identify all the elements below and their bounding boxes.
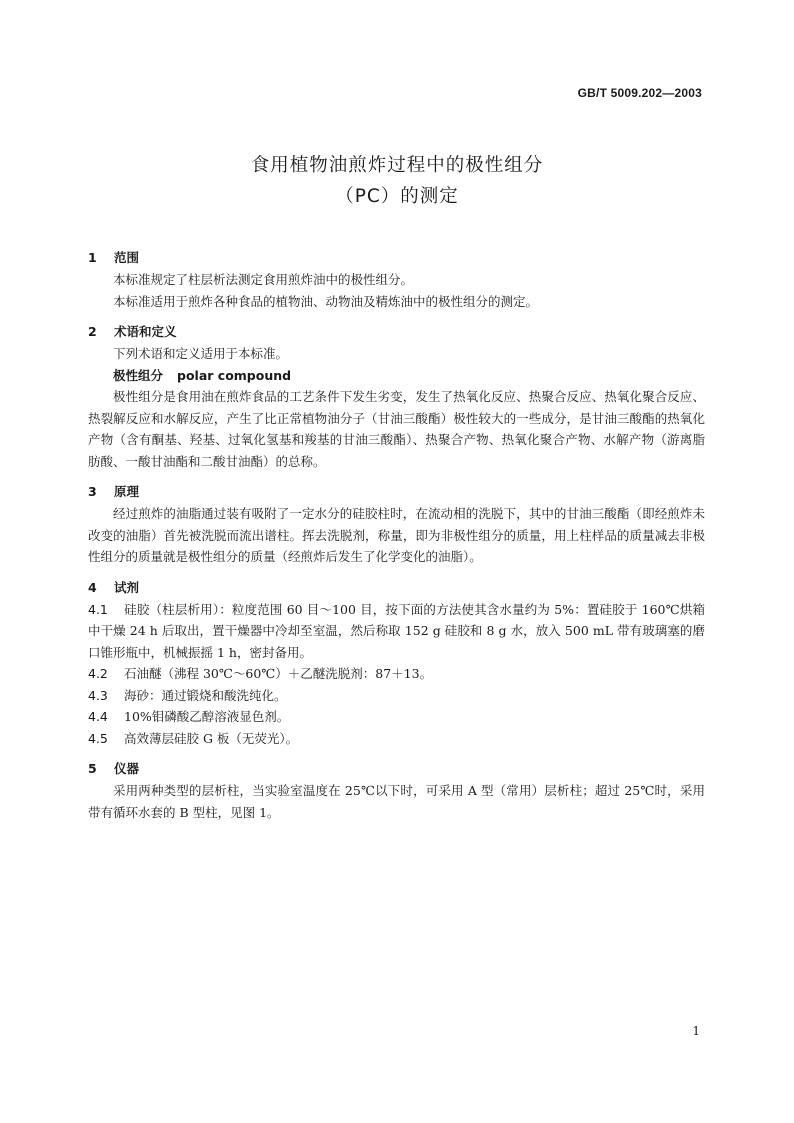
list-item: [88, 728, 705, 750]
section-heading-principle: [88, 481, 705, 503]
item-number: 4.5: [88, 730, 108, 746]
item-text: 海砂：通过锻烧和酸洗纯化。: [124, 687, 287, 703]
paragraph: 经过煎炸的油脂通过装有吸附了一定水分的硅胶柱时，在流动相的洗脱下，其中的甘油三酸酯（即经煎炸未改变的油脂）首先被洗脱而流出谱柱。挥去洗脱剂，称量，即为非极性组分的质量，用上柱样品的质量减去非极性组分的质量就是极性组分的质量（经煎炸后发生了化学变化的油脂）。: [88, 506, 705, 564]
term-entry: [88, 365, 705, 387]
section-title: 范围: [114, 250, 140, 265]
list-item: [88, 663, 705, 685]
section-heading-reagents: [88, 577, 705, 599]
list-item: [88, 706, 705, 728]
item-text: 10%钼磷酸乙醇溶液显色剂。: [124, 709, 290, 724]
document-title-line2: （PC）的测定: [335, 186, 459, 207]
item-text: 石油醚（沸程 30℃～60℃）＋乙醚洗脱剂：87＋13。: [124, 666, 433, 681]
item-number: 4.4: [88, 709, 108, 724]
term-chinese: 极性组分: [113, 367, 164, 383]
paragraph: 下列术语和定义适用于本标准。: [113, 346, 289, 361]
term-english: polar compound: [177, 367, 292, 383]
paragraph: 极性组分是食用油在煎炸食品的工艺条件下发生劣变，发生了热氧化反应、热聚合反应、热氧化聚合反应、热裂解反应和水解反应，产生了比正常植物油分子（甘油三酸酯）极性较大的一些成分，是甘油三酸酯的热氧化产物（含有酮基、羟基、过氧化氢基和羧基的甘油三酸酯）、热聚合产物、热氧化聚合产物、水解产物（游离脂肪酸、一酸甘油酯和二酸甘油酯）的总称。: [88, 389, 705, 469]
list-item: [88, 685, 705, 707]
list-item: [88, 599, 705, 664]
section-heading-apparatus: [88, 758, 705, 780]
document-title-line1: 食用植物油煎炸过程中的极性组分: [250, 155, 544, 176]
paragraph: 本标准适用于煎炸各种食品的植物油、动物油及精炼油中的极性组分的测定。: [113, 293, 539, 309]
section-heading-scope: [88, 247, 705, 269]
item-number: 4.2: [88, 666, 108, 681]
section-title: 仪器: [114, 761, 140, 776]
page-number: 1: [692, 1024, 700, 1038]
section-title: 原理: [114, 484, 140, 499]
section-number: 5: [88, 761, 97, 776]
item-text: 高效薄层硅胶 G 板（无荧光）。: [124, 730, 299, 746]
paragraph: 采用两种类型的层析柱，当实验室温度在 25℃以下时，可采用 A 型（常用）层析柱；超过 25℃时，采用带有循环水套的 B 型柱，见图 1。: [88, 783, 705, 820]
paragraph: 本标准规定了柱层析法测定食用煎炸油中的极性组分。: [113, 272, 414, 287]
section-number: 4: [88, 579, 97, 595]
section-title: 试剂: [114, 579, 140, 595]
section-number: 2: [88, 324, 97, 339]
item-text: 硅胶（柱层析用）：粒度范围 60 目～100 目，按下面的方法使其含水量约为 5%：置硅胶于 160℃烘箱中干燥 24 h 后取出，置干燥器中冷却至室温，然后称取 152 g 硅胶和 8 g 水，放入 500 mL 带有玻璃塞的磨口锥形瓶中，机械振摇 1 h，密封备用。: [88, 601, 705, 660]
document-body: [88, 243, 705, 823]
standard-code: GB/T 5009.202—2003: [577, 86, 702, 100]
section-number: 3: [88, 484, 97, 499]
section-number: 1: [88, 250, 97, 265]
item-number: 4.1: [88, 601, 108, 617]
section-title: 术语和定义: [114, 324, 177, 339]
item-number: 4.3: [88, 687, 108, 703]
section-heading-terms: [88, 321, 705, 343]
